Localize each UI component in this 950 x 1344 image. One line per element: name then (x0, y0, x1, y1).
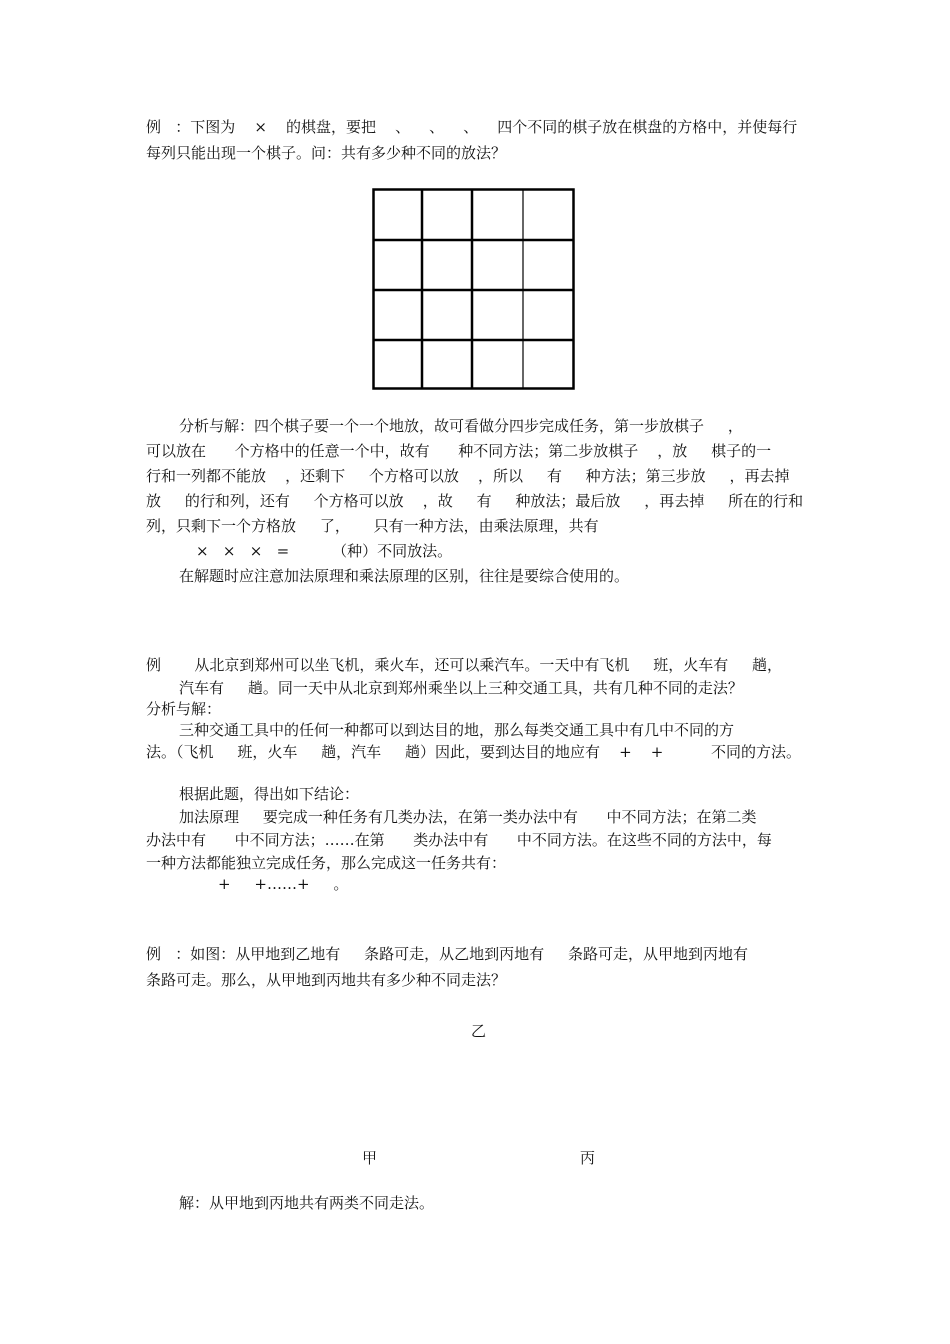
ex2-principle-line-2: 办法中有 中不同方法；……在第 类办法中有 中不同方法。在这些不同的方法中，每 (146, 831, 772, 849)
ex1-analysis-line-5: 列，只剩下一个方格放 了， 只有一种方法，由乘法原理，共有 (146, 517, 599, 535)
ex2-question-line-2: 汽车有 趟。同一天中从北京到郑州乘坐以上三种交通工具，共有几种不同的走法？ (179, 679, 743, 697)
ex2-conclusion-intro: 根据此题，得出如下结论： (179, 785, 360, 803)
ex1-question-line-1: 例 ：下图为 × 的棋盘，要把 、 、 、 四个不同的棋子放在棋盘的方格中，并使每行 (146, 118, 798, 136)
ex2-question-line-1: 例 从北京到郑州可以坐飞机，乘火车，还可以乘汽车。一天中有飞机 班，火车有 趟， (146, 656, 783, 674)
ex1-analysis-line-4: 放 的行和列，还有 个方格可以放 ，故 有 种放法；最后放 ，再去掉 所在的行和 (146, 492, 804, 510)
ex2-analysis-line-1: 三种交通工具中的任何一种都可以到达目的地，那么每类交通工具中有几中不同的方 (179, 721, 735, 739)
ex1-analysis-line-2: 可以放在 个方格中的任意一个中，故有 种不同方法；第二步放棋子 ，放 棋子的一 (146, 442, 772, 460)
ex1-formula: × × × = （种）不同放法。 (196, 542, 453, 560)
place-jia-label: 甲 (362, 1149, 378, 1167)
ex3-question-line-1: 例 ：如图：从甲地到乙地有 条路可走，从乙地到丙地有 条路可走，从甲地到丙地有 (146, 945, 748, 963)
ex2-principle-formula: + +……+ 。 (218, 875, 349, 893)
chessboard-4x4 (372, 188, 575, 390)
place-bing-label: 丙 (580, 1149, 596, 1167)
ex1-question-line-2: 每列只能出现一个棋子。问：共有多少种不同的放法？ (146, 144, 507, 162)
ex1-note: 在解题时应注意加法原理和乘法原理的区别，往往是要综合使用的。 (179, 567, 630, 585)
ex3-question-line-2: 条路可走。那么，从甲地到丙地共有多少种不同走法？ (146, 971, 507, 989)
ex2-analysis-line-2: 法。（飞机 班，火车 趟，汽车 趟）因此，要到达目的地应有 + + 不同的方法。 (146, 743, 801, 761)
ex3-solution: 解：从甲地到丙地共有两类不同走法。 (179, 1194, 435, 1212)
chessboard-grid (372, 188, 575, 390)
ex2-analysis-label: 分析与解： (146, 700, 222, 718)
ex2-principle-line-1: 加法原理 要完成一种任务有几类办法，在第一类办法中有 中不同方法；在第二类 (179, 808, 757, 826)
ex2-principle-line-3: 一种方法都能独立完成任务，那么完成这一任务共有： (146, 854, 507, 872)
ex1-analysis-line-3: 行和一列都不能放 ，还剩下 个方格可以放 ，所以 有 种方法；第三步放 ，再去掉 (146, 467, 790, 485)
ex1-analysis-line-1: 分析与解：四个棋子要一个一个地放，故可看做分四步完成任务，第一步放棋子 ， (179, 417, 743, 435)
place-yi-label: 乙 (471, 1022, 487, 1040)
